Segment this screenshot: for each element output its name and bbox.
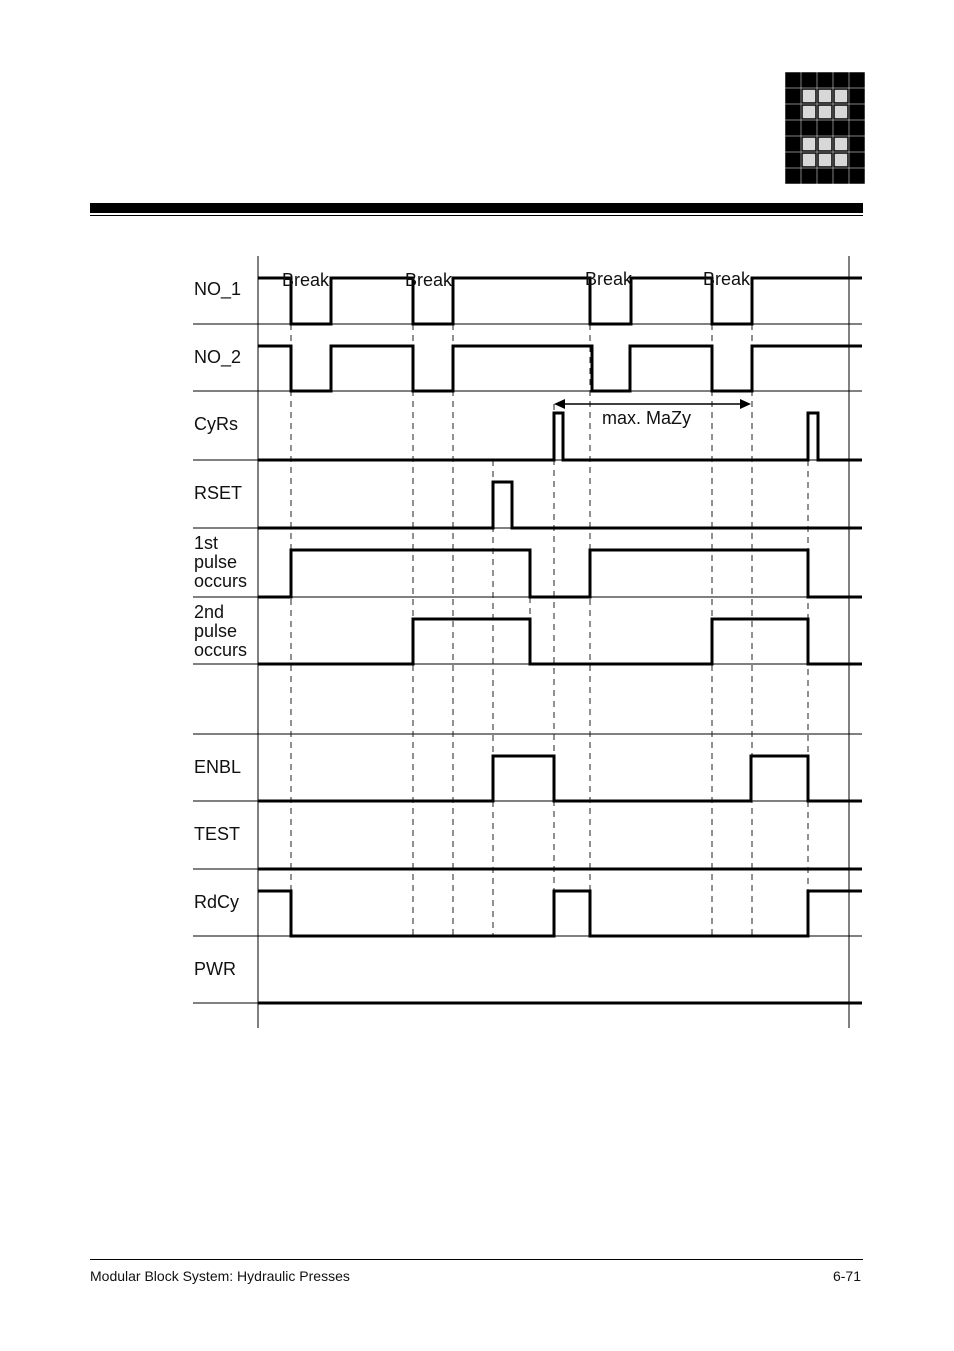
annotations [282,269,751,428]
waveform-pulse1 [258,550,862,597]
break-label-2: Break [405,270,453,290]
footer-title: Modular Block System: Hydraulic Presses [90,1268,350,1284]
waveform-rdcy [258,891,862,936]
signal-label-pulse1: occurs [194,571,248,591]
waveform-no1 [258,278,862,324]
waveform-enbl [258,756,862,801]
signal-label-enbl: ENBL [194,757,242,777]
waveform-rset [258,482,862,528]
signal-labels [194,279,247,979]
signal-label-cyrs: CyRs [194,414,238,434]
page-number: 6-71 [832,1268,861,1284]
signal-label-pulse2: pulse [194,621,238,641]
grid-layer [193,256,862,1028]
signal-label-no1: NO_1 [194,279,242,299]
guide-lines [291,324,808,936]
mazy-arrowhead-left [554,399,565,409]
signal-label-rset: RSET [194,483,243,503]
signal-label-pwr: PWR [194,959,236,979]
waveform-cyrs [258,413,862,460]
signal-label-no2: NO_2 [194,347,242,367]
break-label-4: Break [703,269,751,289]
signal-label-rdcy: RdCy [194,892,240,912]
signal-label-pulse1: pulse [194,552,238,572]
break-label-1: Break [282,270,330,290]
waveform-no2 [258,346,862,391]
signal-label-test: TEST [194,824,241,844]
mazy-label: max. MaZy [602,408,692,428]
signal-label-pulse1: 1st [194,533,219,553]
signal-label-pulse2: occurs [194,640,248,660]
signal-label-pulse2: 2nd [194,602,225,622]
waveform-pulse2 [258,619,862,664]
mazy-arrowhead-right [740,399,751,409]
signal-waveforms [258,278,862,1003]
break-label-3: Break [585,269,633,289]
footer-rule [90,1259,863,1260]
